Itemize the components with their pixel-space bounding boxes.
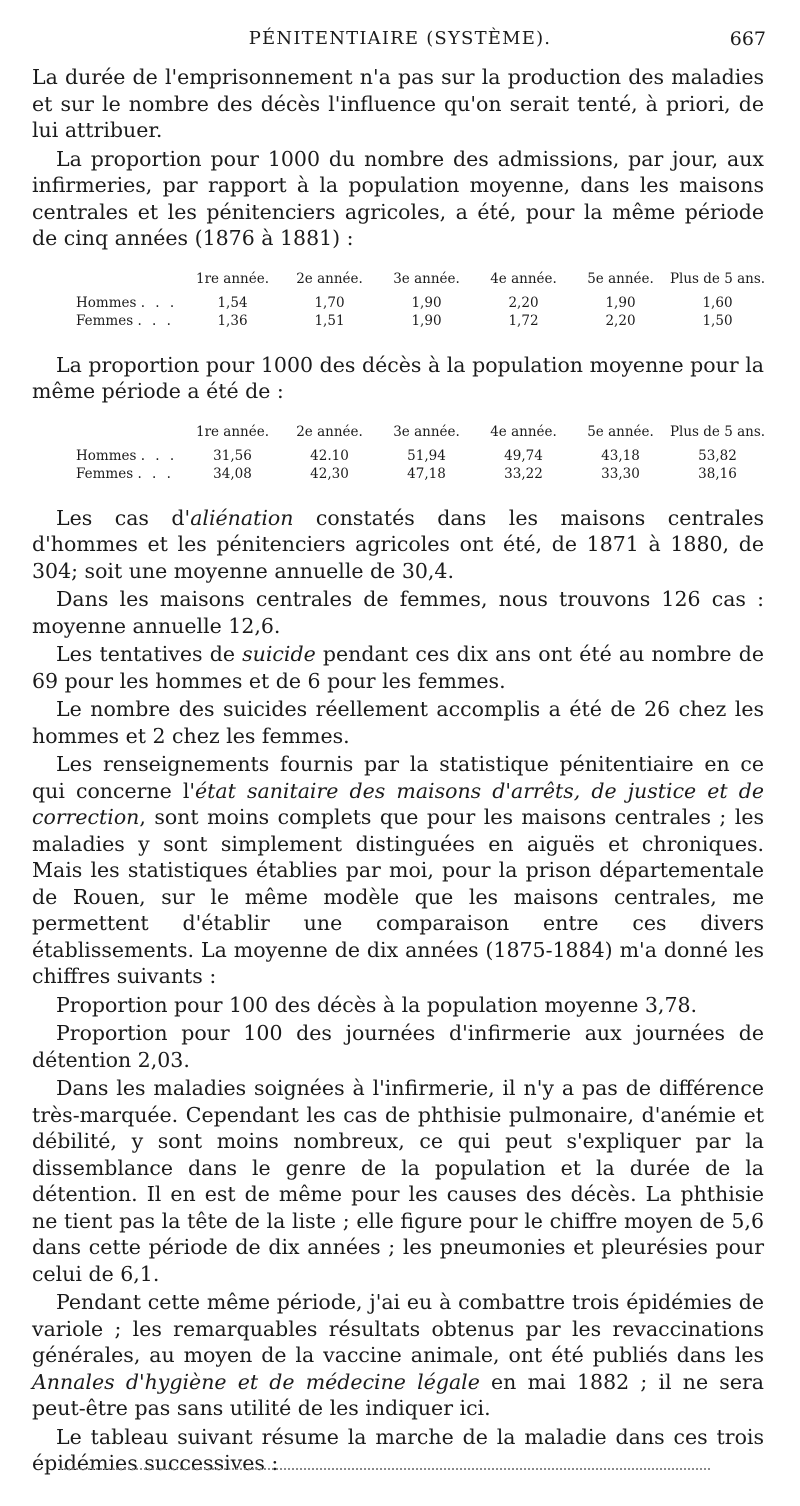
table-cell: 2,20 [508,294,539,311]
emphasis: état sanitaire des maisons d'arrêts, de justice et de correction [32,778,764,829]
table-cell: 1,60 [702,294,733,311]
table-cell: 1,70 [314,294,345,311]
row-label: Femmes . . . [76,312,174,329]
table-cell: 43,18 [601,447,640,464]
emphasis: Annales d'hygiène et de médecine légale [32,1369,480,1394]
paragraph-1: La durée de l'emprisonnement n'a pas sur la production des maladies et sur le nombre des décès l'influence qu'on serait tenté, à priori, de lui attribuer. [32,65,764,142]
table-cell: 42.10 [310,447,349,464]
admissions-table-header [76,270,766,288]
column-header: Plus de 5 ans. [669,270,766,287]
table-cell: 1,90 [605,294,636,311]
paragraph-11: Dans les maladies soignées à l'infirmerie, il n'y a pas de différence très-marquée. Cependant les cas de phthisie pulmonaire, d'anémie et débilité, y sont moins nombreux, ce qui peut s'expliquer par la dissemblance dans le genre de la population et la durée de la détention. Il en est de même pour les causes des décès. La phthisie ne tient pas la tête de la liste ; elle figure pour le chiffre moyen de 5,6 dans cette période de dix années ; les pneumonies et pleurésies pour celui de 6,1. [32,1076,764,1286]
table-cell: 1,90 [411,312,442,329]
paragraph-10: Proportion pour 100 des journées d'infirmerie aux journées de détention 2,03. [32,1021,764,1072]
table-cell: 1,90 [411,294,442,311]
emphasis: aliénation [190,505,294,530]
table-row [76,465,766,483]
paragraph-7: Le nombre des suicides réellement accomplis a été de 26 chez les hommes et 2 chez les femmes. [32,697,764,748]
paragraph-2: La proportion pour 1000 du nombre des admissions, par jour, aux infirmeries, par rapport à la population moyenne, dans les maisons centrales et les pénitenciers agricoles, a été, pour la même période de cinq années (1876 à 1881) : [32,146,764,250]
running-head: PÉNITENTIAIRE (SYSTÈME). [248,28,552,49]
deaths-table-header [76,423,766,441]
paragraph-4: Les cas d'aliénation constatés dans les maisons centrales d'hommes et les pénitenciers agricoles ont été, de 1871 à 1880, de 304; soit une moyenne annuelle de 30,4. [32,505,765,583]
column-header: 4e année. [490,270,557,287]
column-header: 1re année. [195,423,270,440]
column-header: 4e année. [490,423,557,440]
column-header: 3e année. [393,423,460,440]
table-cell: 1,36 [217,312,248,329]
emphasis: suicide [242,642,316,666]
footer-divider [60,1468,710,1470]
column-header: 3e année. [393,270,460,287]
row-label: Femmes . . . [76,465,174,482]
paragraph-13: Le tableau suivant résume la marche de la maladie dans ces trois épidémies successives : [32,1424,764,1475]
paragraph-6: Les tentatives de suicide pendant ces dix ans ont été au nombre de 69 pour les hommes et de 6 pour les femmes. [32,642,764,693]
table-cell: 38,16 [698,465,737,482]
paragraph-9: Proportion pour 100 des décès à la population moyenne 3,78. [56,992,698,1017]
table-cell: 1,72 [508,312,539,329]
table-cell: 51,94 [407,447,446,464]
table-cell: 33,30 [601,465,640,482]
column-header: 2e année. [296,270,363,287]
column-header: Plus de 5 ans. [669,423,766,440]
paragraph-12: Pendant cette même période, j'ai eu à combattre trois épidémies de variole ; les remarquables résultats obtenus par les revaccinations générales, au moyen de la vaccine animale, ont été publiés dans les Annales d'hygiène et de médecine légale en mai 1882 ; il ne sera peut-être pas sans utilité de les indiquer ici. [32,1290,764,1420]
table-cell: 2,20 [605,312,636,329]
page-header [32,28,768,62]
page-number: 667 [729,28,766,50]
table-cell: 49,74 [504,447,543,464]
table-cell: 1,51 [314,312,345,329]
table-cell: 1,54 [217,294,248,311]
paragraph-8: Les renseignements fournis par la statistique pénitentiaire en ce qui concerne l'état sanitaire des maisons d'arrêts, de justice et de correction, sont moins complets que pour les maisons centrales ; les maladies y sont simplement distinguées en aiguës et chroniques. Mais les statistiques établies par moi, pour la prison départementale de Rouen, sur le même modèle que les maisons centrales, me permettent d'établir une comparaison entre ces divers établissements. La moyenne de dix années (1875-1884) m'a donné les chiffres suivants : [32,752,764,988]
table-cell: 53,82 [698,447,737,464]
table-cell: 1,50 [702,312,733,329]
table-cell: 47,18 [407,465,446,482]
column-header: 5e année. [587,270,654,287]
page-body [32,64,764,1479]
row-label: Hommes . . . [76,294,178,311]
table-cell: 33,22 [504,465,543,482]
table-row [76,447,766,465]
paragraph-5: Dans les maisons centrales de femmes, nous trouvons 126 cas : moyenne annuelle 12,6. [32,587,764,638]
table-cell: 42,30 [310,465,349,482]
deaths-table [76,423,766,483]
column-header: 2e année. [296,423,363,440]
column-header: 5e année. [587,423,654,440]
row-label: Hommes . . . [76,447,178,464]
admissions-table [76,270,766,330]
table-cell: 34,08 [213,465,252,482]
paragraph-3: La proportion pour 1000 des décès à la population moyenne pour la même période a été de : [32,352,764,403]
table-cell: 31,56 [213,447,252,464]
column-header: 1re année. [195,270,270,287]
table-row [76,312,766,330]
table-row [76,294,766,312]
